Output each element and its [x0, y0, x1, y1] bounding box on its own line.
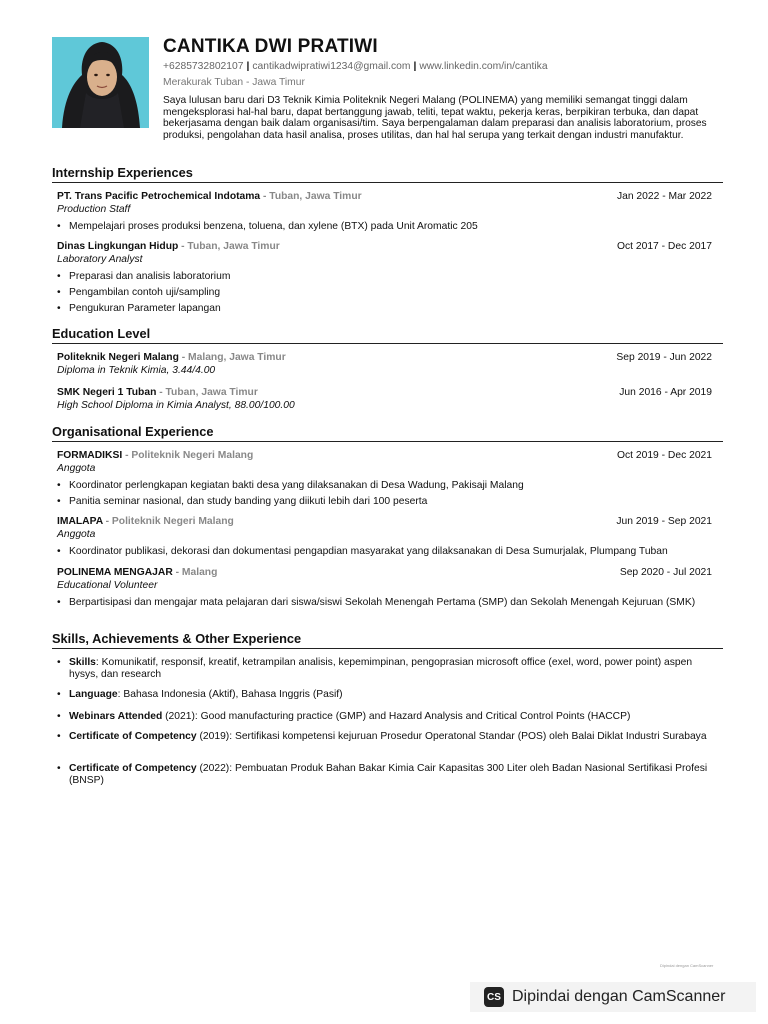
profile-photo-illustration: [52, 37, 149, 128]
entry-org: Politeknik Negeri Malang: [57, 352, 179, 363]
entry-role: Diploma in Teknik Kimia, 3.44/4.00: [57, 365, 216, 376]
item-label: Language: [69, 689, 118, 700]
entry-header: [57, 567, 712, 578]
section-divider: [52, 182, 723, 183]
entry-header: [57, 241, 712, 252]
section-title-education: Education Level: [52, 326, 151, 341]
list-item: • Pengambilan contoh uji/sampling: [57, 287, 712, 299]
section-title-skills: Skills, Achievements & Other Experience: [52, 631, 302, 646]
list-item: [57, 763, 712, 787]
contact-line: +6285732802107 | cantikadwipratiwi1234@gmail.com | www.linkedin.com/in/cantika: [163, 61, 548, 72]
entry-role: Production Staff: [57, 204, 131, 215]
item-label: Certificate of Competency: [69, 731, 197, 742]
entry-org: PT. Trans Pacific Petrochemical Indotama: [57, 191, 261, 202]
entry-role: High School Diploma in Kimia Analyst, 88.00/100.00: [57, 400, 295, 411]
list-item: [57, 689, 712, 701]
list-item: • Koordinator publikasi, dekorasi dan dokumentasi pengapdian masyarakat yang dilaksanakan di Desa Sumurjalak, Plumpang Tuban: [57, 546, 712, 558]
item-text: : Bahasa Indonesia (Aktif), Bahasa Inggris (Pasif): [117, 689, 343, 700]
entry-date: Jun 2019 - Sep 2021: [616, 516, 712, 527]
camscanner-watermark: [470, 982, 756, 1012]
profile-photo: [52, 37, 149, 128]
entry-header: [57, 387, 712, 398]
location: Merakurak Tuban - Jawa Timur: [163, 77, 305, 88]
email[interactable]: cantikadwipratiwi1234@gmail.com: [252, 61, 411, 72]
list-item: • Preparasi dan analisis laboratorium: [57, 271, 712, 283]
entry-org: SMK Negeri 1 Tuban: [57, 387, 157, 398]
entry-location: - Tuban, Jawa Timur: [260, 191, 362, 202]
entry-date: Jan 2022 - Mar 2022: [616, 191, 712, 202]
item-text: (2022): Pembuatan Produk Bahan Bakar Kimia Cair Kapasitas 300 Liter oleh Badan Nasional Sertifikasi Profesi (BNSP): [69, 763, 708, 786]
item-text: (2019): Sertifikasi kompetensi kejuruan Prosedur Operatonal Standar (POS) oleh Balai Diklat Industri Surabaya: [196, 731, 707, 742]
list-item: [57, 731, 712, 743]
entry-date: Jun 2016 - Apr 2019: [619, 387, 712, 398]
phone[interactable]: +6285732802107: [163, 61, 244, 72]
item-label: Skills: [69, 657, 96, 668]
entry-role: Anggota: [57, 529, 96, 540]
list-item: • Mempelajari proses produksi benzena, toluena, dan xylene (BTX) pada Unit Aromatic 205: [57, 221, 712, 233]
entry-header: [57, 516, 712, 527]
entry-role: Educational Volunteer: [57, 580, 158, 591]
camscanner-text: Dipindai dengan CamScanner: [512, 988, 726, 1005]
list-item: • Panitia seminar nasional, dan study banding yang diikuti lebih dari 100 peserta: [57, 496, 712, 508]
section-divider: [52, 343, 723, 344]
entry-org: POLINEMA MENGAJAR: [57, 567, 173, 578]
entry-location: - Tuban, Jawa Timur: [178, 241, 280, 252]
summary: Saya lulusan baru dari D3 Teknik Kimia Politeknik Negeri Malang (POLINEMA) yang memiliki semangat tinggi dalam mengeksplorasi hal-hal baru, dapat bertanggung jawab, teliti, tepat waktu, pekerja keras, berpikiran terbuka, dan dapat bekerjasama dengan baik dalam organisasi/tim. Saya berpengalaman dalam preparasi dan analisis laboratorium, proses produksi, pengolahan data hasil analisa, proses utilitas, dan hal hal serupa yang terkait dengan industri manufaktur.: [163, 95, 707, 141]
entry-location: - Malang: [172, 567, 218, 578]
entry-header: [57, 450, 712, 461]
entry-location: - Malang, Jawa Timur: [178, 352, 286, 363]
camscanner-logo-icon: CS: [484, 987, 504, 1007]
entry-role: Anggota: [57, 463, 96, 474]
entry-date: Oct 2017 - Dec 2017: [616, 241, 712, 252]
entry-location: - Tuban, Jawa Timur: [156, 387, 258, 398]
entry-org: IMALAPA: [57, 516, 103, 527]
list-item: • Koordinator perlengkapan kegiatan bakti desa yang dilaksanakan di Desa Wadung, Pakisaji Malang: [57, 480, 712, 492]
section-title-organisation: Organisational Experience: [52, 424, 214, 439]
entry-header: [57, 191, 712, 202]
entry-location: - Politeknik Negeri Malang: [122, 450, 254, 461]
entry-date: Sep 2019 - Jun 2022: [616, 352, 712, 363]
candidate-name: CANTIKA DWI PRATIWI: [163, 36, 378, 57]
section-divider: [52, 441, 723, 442]
list-item: • Berpartisipasi dan mengajar mata pelajaran dari siswa/siswi Sekolah Menengah Pertama (SMP) dan Sekolah Menengah Kejuruan (SMK): [57, 597, 712, 609]
entry-date: Oct 2019 - Dec 2021: [616, 450, 712, 461]
scanner-small-text: Dipindai dengan CamScanner: [660, 963, 714, 968]
item-text: : Komunikatif, responsif, kreatif, ketrampilan analisis, kepemimpinan, pengoprasian microsoft office (exel, word, power point) aspen hysys, dan research: [69, 657, 693, 680]
item-label: Webinars Attended: [69, 711, 163, 722]
list-item: [57, 711, 712, 723]
entry-org: FORMADIKSI: [57, 450, 123, 461]
list-item: • Pengukuran Parameter lapangan: [57, 303, 712, 315]
section-divider: [52, 648, 723, 649]
section-title-internship: Internship Experiences: [52, 165, 193, 180]
linkedin-link[interactable]: www.linkedin.com/in/cantika: [419, 61, 548, 72]
entry-header: [57, 352, 712, 363]
item-text: (2021): Good manufacturing practice (GMP) and Hazard Analysis and Critical Control Points (HACCP): [162, 711, 631, 722]
entry-org: Dinas Lingkungan Hidup: [57, 241, 179, 252]
entry-date: Sep 2020 - Jul 2021: [619, 567, 712, 578]
entry-role: Laboratory Analyst: [57, 254, 143, 265]
entry-location: - Politeknik Negeri Malang: [102, 516, 234, 527]
item-label: Certificate of Competency: [69, 763, 197, 774]
list-item: [57, 657, 712, 681]
